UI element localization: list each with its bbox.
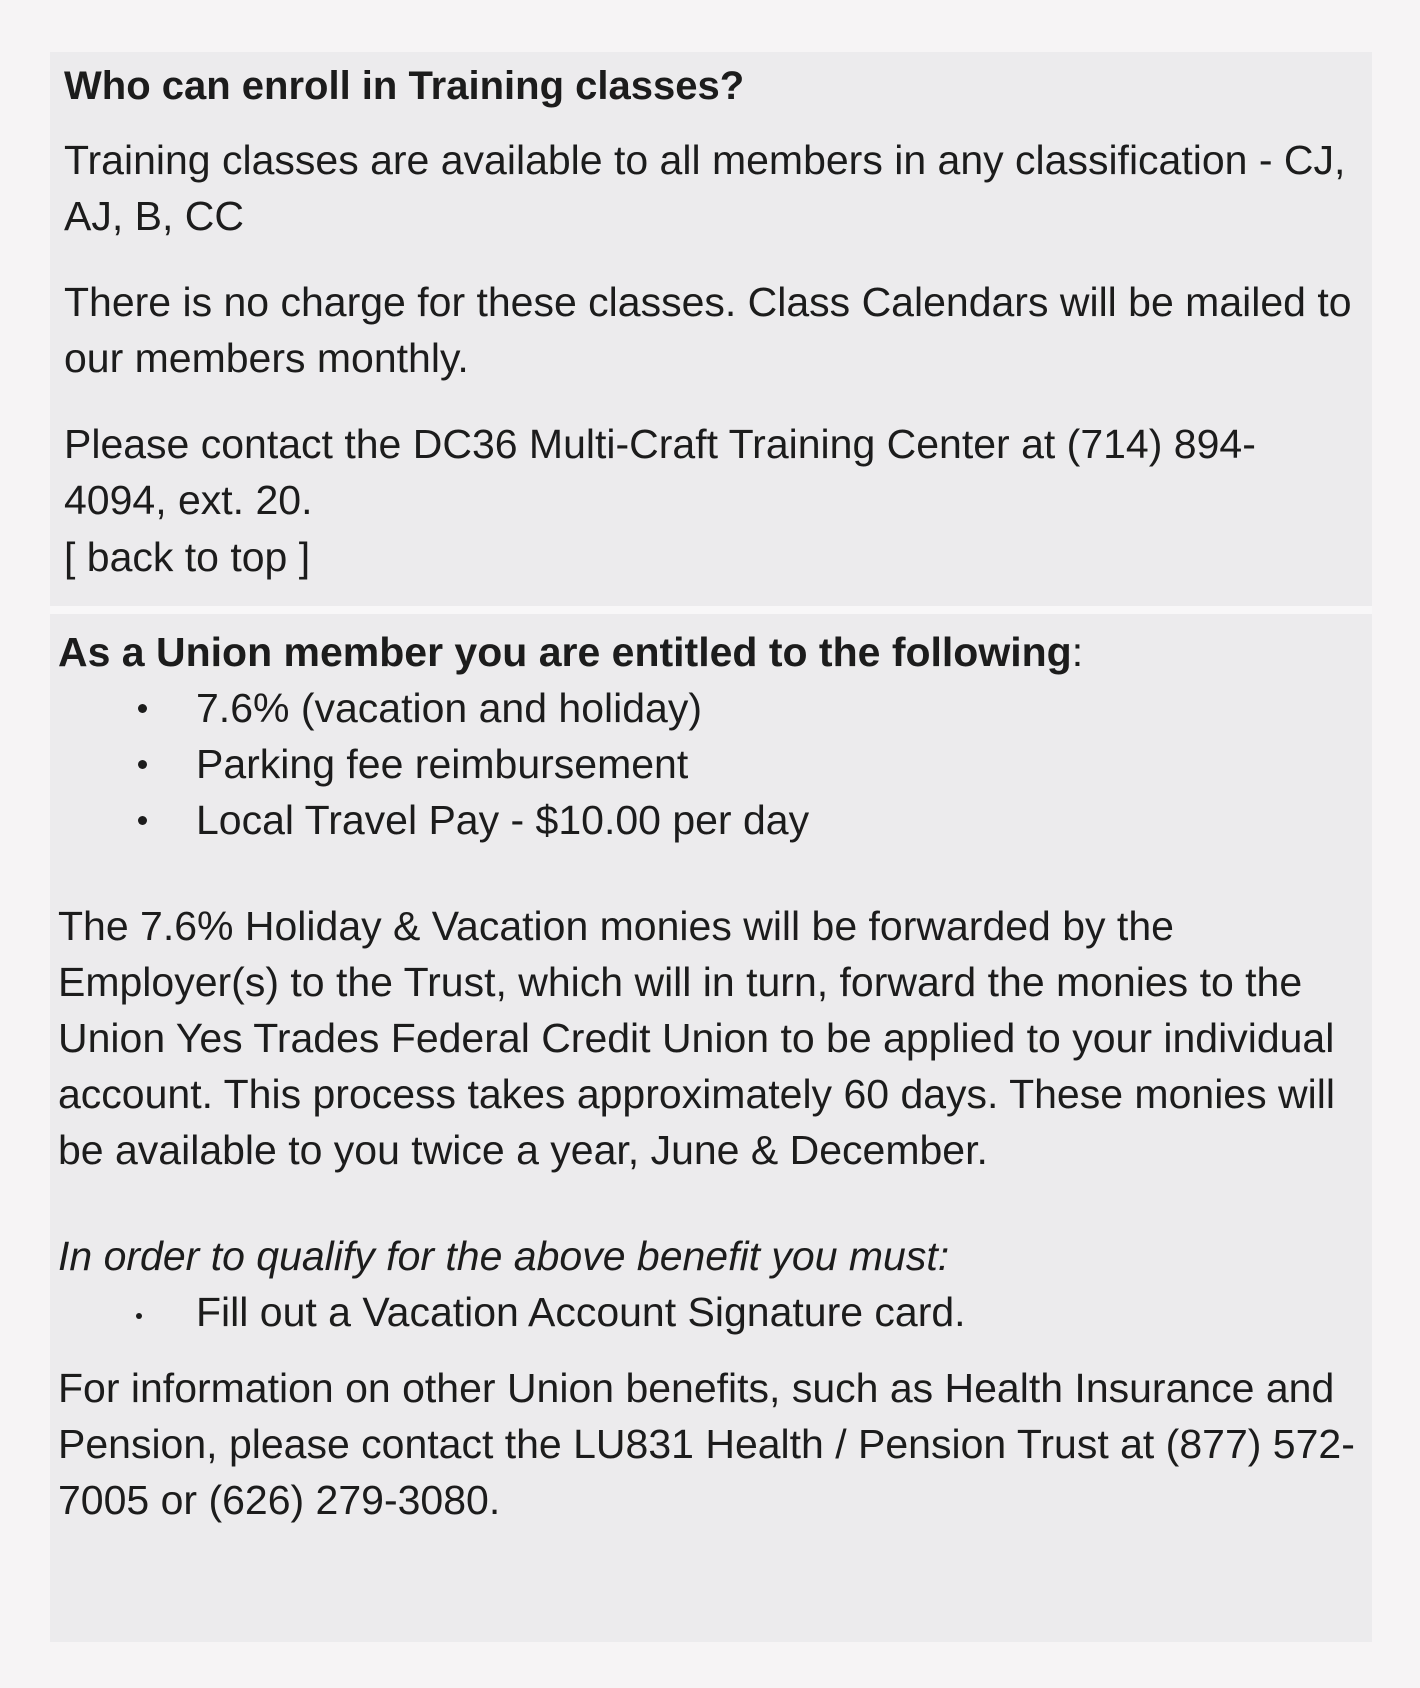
qualify-list [58,1284,1362,1340]
vacation-monies-text: The 7.6% Holiday & Vacation monies will be forwarded by the Employer(s) to the Trust, which will in turn, forward the monies to the Union Yes Trades Federal Credit Union to be applied to your individual account. This process takes approximately 60 days. These monies will be available to you twice a year, June & December. [58,903,1335,1173]
qualify-heading: In order to qualify for the above benefit you must: [58,1233,950,1279]
benefits-heading-colon: : [1071,629,1084,675]
training-heading: Who can enroll in Training classes? [64,64,745,108]
benefits-section [50,614,1372,1642]
benefits-heading-bold: As a Union member you are entitled to the following [58,629,1072,675]
document-page [50,52,1372,1642]
training-contact-text: Please contact the DC36 Multi-Craft Training Center at (714) 894-4094, ext. 20. [64,421,1256,523]
list-item: Local Travel Pay - $10.00 per day [58,792,1362,848]
benefits-list [58,680,1362,848]
training-section [50,52,1372,606]
training-charge-text: There is no charge for these classes. Class Calendars will be mailed to our members monthly. [64,279,1352,381]
back-to-top-link[interactable]: [ back to top ] [64,534,311,580]
benefits-heading [58,624,1362,680]
list-item: Fill out a Vacation Account Signature card. [58,1284,1362,1340]
training-availability-text: Training classes are available to all members in any classification - CJ, AJ, B, CC [64,137,1346,239]
section-divider [50,606,1372,614]
other-benefits-info-text: For information on other Union benefits, such as Health Insurance and Pension, please contact the LU831 Health / Pension Trust at (877) 572-7005 or (626) 279-3080. [58,1365,1355,1523]
list-item: 7.6% (vacation and holiday) [58,680,1362,736]
list-item: Parking fee reimbursement [58,736,1362,792]
